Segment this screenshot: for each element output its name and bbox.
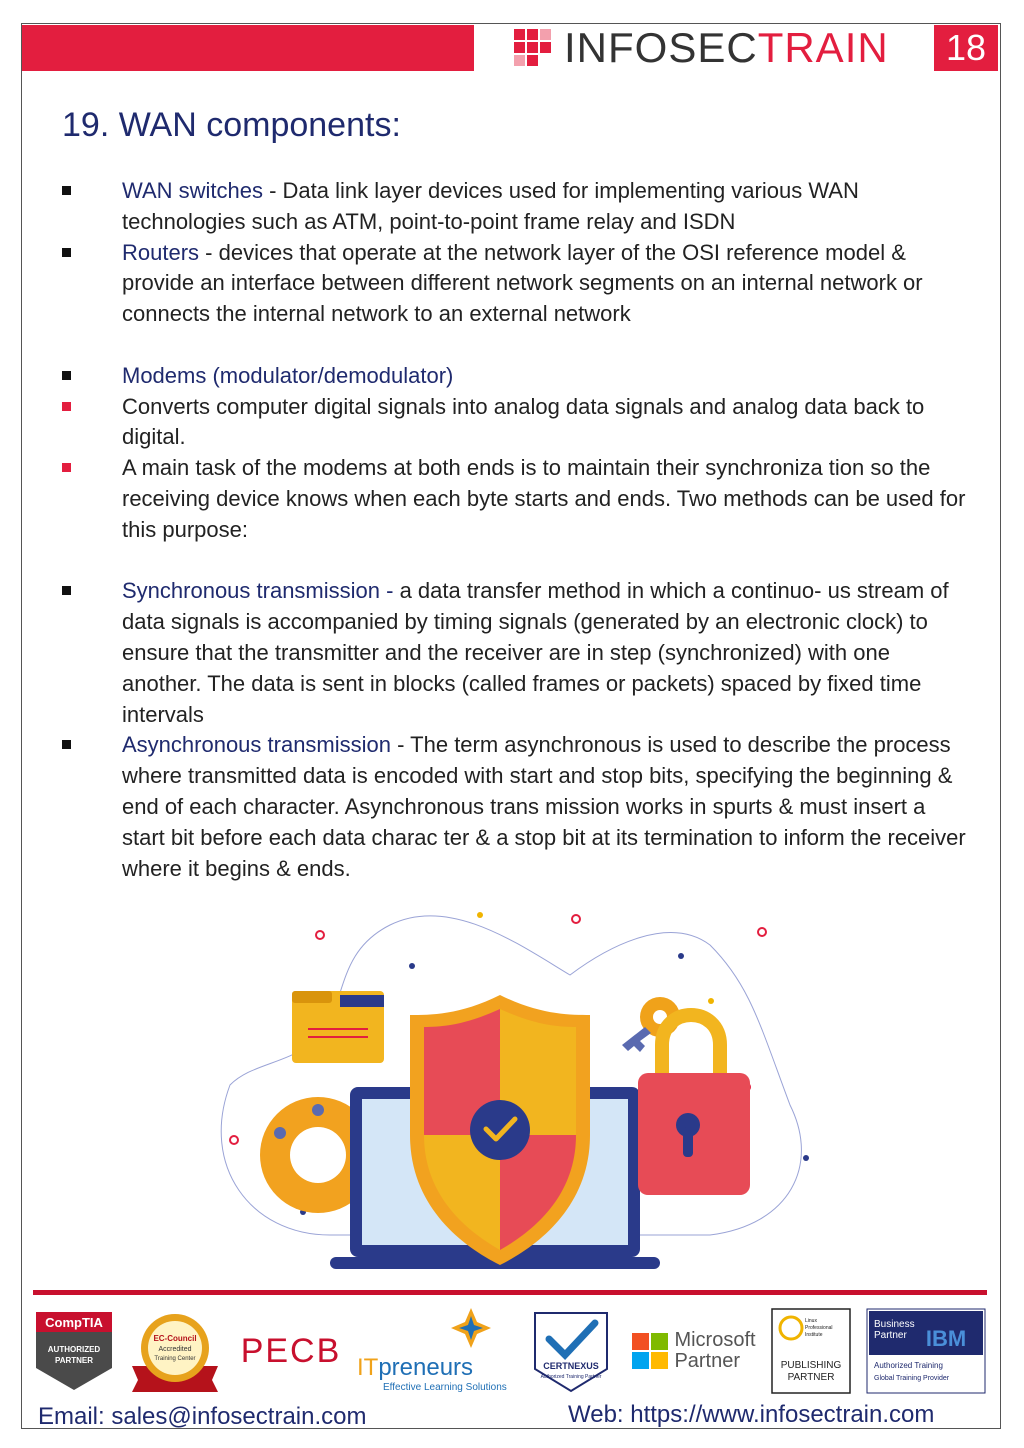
itpreneurs-name: [357, 1354, 473, 1382]
list-item: [62, 238, 972, 330]
list-item: [62, 576, 972, 730]
bullet-icon: [62, 248, 71, 257]
lpi-institute: Institute: [805, 1332, 823, 1338]
microsoft-name: Microsoft: [674, 1329, 756, 1351]
list-item: [62, 392, 972, 454]
eccouncil-accredited: Accredited: [158, 1346, 192, 1353]
section-title: 19. WAN components:: [62, 106, 401, 144]
infosectrain-logo: [514, 24, 889, 71]
comptia-partner: PARTNER: [54, 1356, 94, 1365]
logo-mark-icon: [514, 29, 552, 67]
ibm-authorized: Authorized Training: [874, 1361, 943, 1370]
certnexus-badge: [529, 1306, 613, 1396]
eccouncil-seal-icon: [126, 1308, 224, 1394]
ibm-business: Business: [874, 1319, 915, 1330]
brand-name: [564, 24, 889, 72]
item-term: WAN switches: [122, 178, 263, 203]
page-number: 18: [934, 25, 998, 71]
itpreneurs-rest: preneurs: [378, 1353, 474, 1381]
itpreneurs-it: IT: [357, 1353, 379, 1381]
list-item: [62, 361, 972, 392]
certnexus-name: CERTNEXUS: [543, 1361, 599, 1371]
itpreneurs-logo: [357, 1306, 517, 1396]
item-text: - Data link layer devices used for implementing various WAN technologies such as ATM, point-to-point frame relay and ISDN: [122, 178, 859, 234]
ibm-partner: Partner: [874, 1330, 907, 1341]
brand-main: INFOSEC: [564, 24, 758, 71]
list-item: [62, 453, 972, 545]
certnexus-check-icon: [531, 1309, 611, 1393]
pecb-logo: PECB: [240, 1331, 342, 1370]
itpreneurs-tagline: Effective Learning Solutions: [383, 1381, 507, 1393]
item-term: Modems (modulator/demodulator): [122, 362, 454, 388]
footer-email[interactable]: Email: sales@infosectrain.com: [38, 1403, 367, 1430]
list-item: [62, 176, 972, 238]
item-term: Asynchronous transmission: [122, 732, 392, 758]
lpi-badge: [770, 1306, 852, 1396]
header-red-bar: [22, 25, 474, 71]
components-list: [62, 176, 972, 884]
microsoft-partner: Partner: [674, 1350, 741, 1372]
ibm-partner-badge: [865, 1306, 987, 1396]
eccouncil-badge: [125, 1306, 225, 1396]
eccouncil-name: EC-Council: [153, 1334, 197, 1343]
microsoft-text: [674, 1330, 755, 1372]
lpi-professional: Professional: [805, 1325, 833, 1331]
item-term: Synchronous transmission -: [122, 578, 400, 604]
bullet-icon: [62, 186, 71, 195]
comptia-name: CompTIA: [45, 1315, 103, 1330]
lpi-logo-icon: [771, 1308, 851, 1394]
item-term: Routers: [122, 239, 200, 265]
lpi-publishing: PUBLISHING: [780, 1360, 842, 1371]
certnexus-sub: Authorized Training Partner: [540, 1374, 602, 1380]
red-bullet-icon: [62, 402, 71, 411]
itpreneurs-star-icon: [451, 1308, 491, 1348]
item-text: A main task of the modems at both ends is to maintain their synchroniza tion so the receiving device knows when each byte starts and ends. Two methods can be used for this purpose:: [122, 455, 966, 542]
bullet-icon: [62, 371, 71, 380]
ibm-wordmark: IBM: [925, 1326, 967, 1351]
ibm-global: Global Training Provider: [874, 1375, 950, 1382]
item-text: a data transfer method in which a continuo- us stream of data signals is accompanied by timing signals (generated by an electronic clock) to ensure that the transmitter and the receiver are in step (synchronized) with one another. The data is sent in blocks (called frames or packets) spaced by fixed time intervals: [122, 578, 949, 727]
security-illustration: [190, 905, 830, 1275]
footer-divider: [33, 1290, 987, 1295]
item-text: - The term asynchronous is used to describe the process where transmitted data is encoded with start and stop bits, specifying the beginning & end of each character. Asynchronous trans mission works in spurts & must insert a start bit before each data charac ter & a stop bit at its termination to inform the receiver where it begins & ends.: [122, 732, 966, 881]
comptia-shield-icon: [34, 1310, 114, 1392]
red-bullet-icon: [62, 463, 71, 472]
lpi-partner: PARTNER: [787, 1372, 835, 1383]
ibm-logo-icon: [866, 1308, 986, 1394]
microsoft-windows-icon: [632, 1333, 668, 1369]
eccouncil-training: Training Center: [154, 1356, 196, 1362]
bullet-icon: [62, 586, 71, 595]
partner-logos: [33, 1306, 987, 1396]
comptia-authorized: AUTHORIZED: [47, 1345, 101, 1354]
item-text: - devices that operate at the network layer of the OSI reference model & provide an interface between different network segments on an internal network or connects the internal network to an external network: [122, 239, 923, 327]
footer-website[interactable]: Web: https://www.infosectrain.com: [568, 1401, 935, 1428]
microsoft-partner-logo: [629, 1306, 759, 1396]
bullet-icon: [62, 740, 71, 749]
list-item: [62, 730, 972, 884]
item-text: Converts computer digital signals into analog data signals and analog data back to digital.: [122, 393, 925, 450]
comptia-badge: [33, 1306, 115, 1396]
brand-accent: TRAIN: [757, 24, 889, 71]
lpi-linux: Linux: [805, 1318, 817, 1324]
